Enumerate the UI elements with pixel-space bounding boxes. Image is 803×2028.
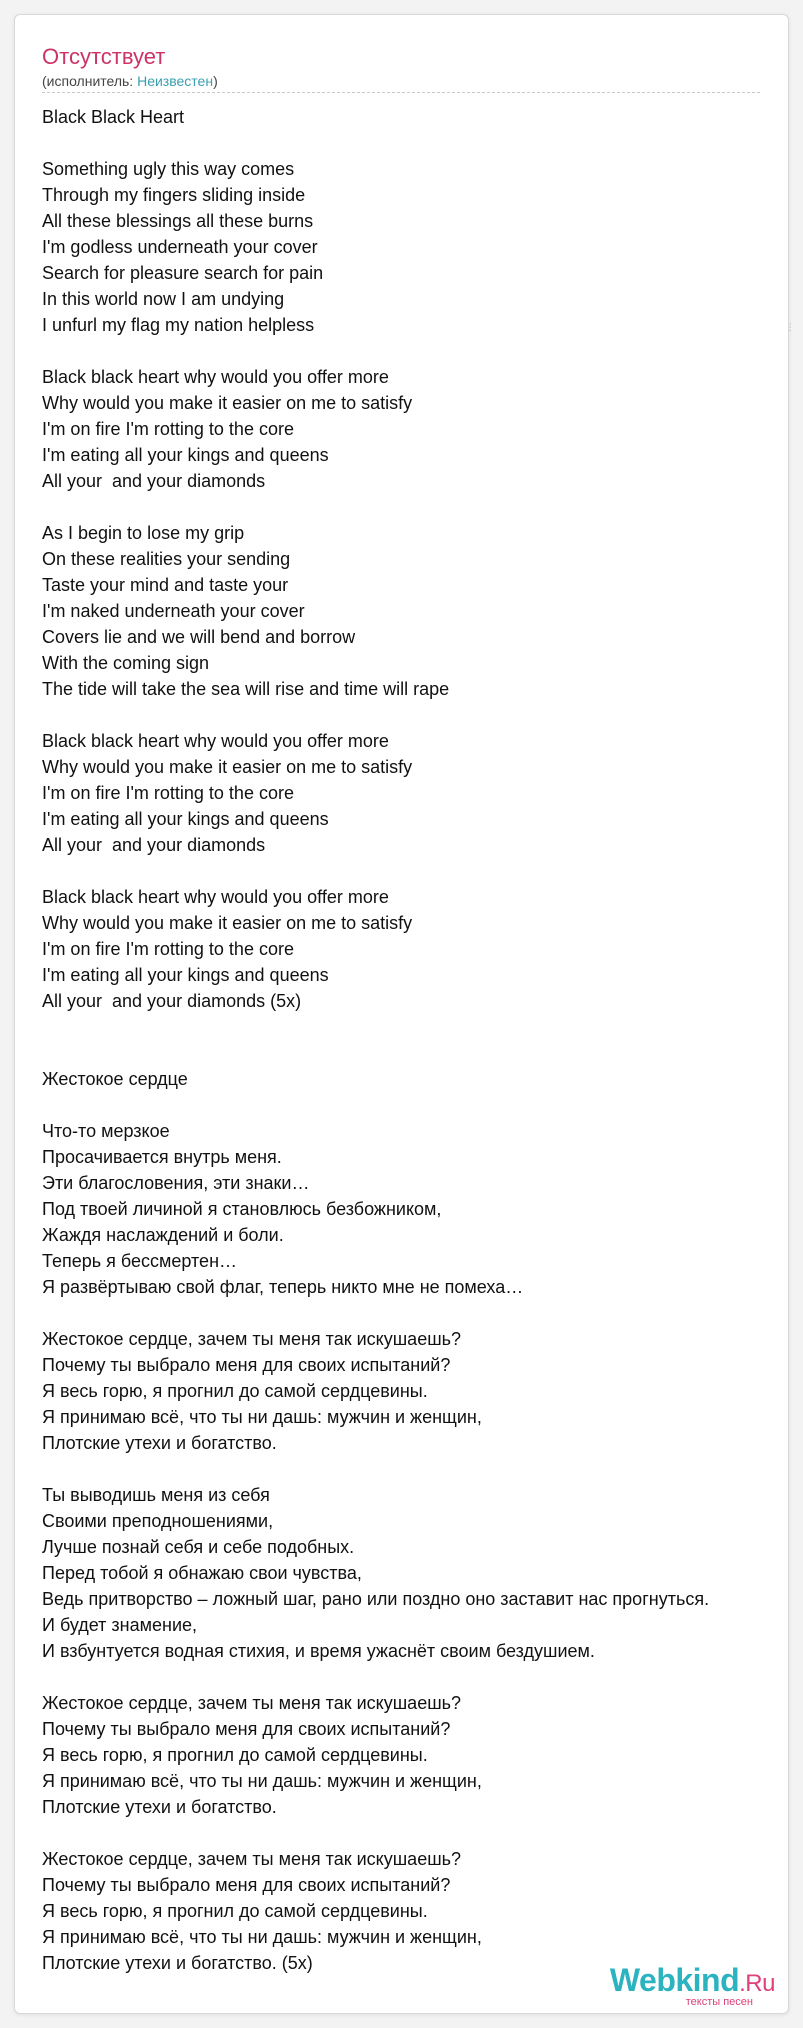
lyrics-line: Жестокое сердце, зачем ты меня так искушаешь?	[42, 1849, 462, 1869]
scroll-indicator-icon: ⁝	[788, 319, 793, 335]
lyrics-stanza	[42, 1066, 803, 1092]
lyrics-line: All your and your diamonds	[42, 471, 266, 491]
lyrics-line: I'm on fire I'm rotting to the core	[42, 419, 294, 439]
lyrics-line: All your and your diamonds (5x)	[42, 991, 302, 1011]
lyrics-stanza	[42, 884, 803, 1014]
artist-suffix: )	[213, 73, 218, 89]
lyrics-line: Жестокое сердце	[42, 1069, 188, 1089]
lyrics-line: Я весь горю, я прогнил до самой сердцевины.	[42, 1381, 428, 1401]
lyrics-line: Why would you make it easier on me to satisfy	[42, 393, 413, 413]
lyrics-stanza	[42, 1118, 803, 1300]
lyrics-line: Перед тобой я обнажаю свои чувства,	[42, 1563, 362, 1583]
artist-prefix: (исполнитель:	[42, 73, 138, 89]
lyrics-line: Why would you make it easier on me to satisfy	[42, 757, 413, 777]
lyrics-line: All these blessings all these burns	[42, 211, 314, 231]
lyrics-stanza	[42, 104, 803, 130]
lyrics-line: Плотские утехи и богатство.	[42, 1433, 277, 1453]
lyrics-line: Под твоей личиной я становлюсь безбожником,	[42, 1199, 442, 1219]
lyrics-line: As I begin to lose my grip	[42, 523, 245, 543]
artist-link[interactable]: Неизвестен	[137, 73, 214, 89]
lyrics-line: И будет знамение,	[42, 1615, 198, 1635]
lyrics-stanza	[42, 520, 803, 702]
lyrics-line: Taste your mind and taste your	[42, 575, 289, 595]
lyrics-stanza	[42, 1690, 803, 1820]
lyrics-line: Я принимаю всё, что ты ни дашь: мужчин и женщин,	[42, 1771, 482, 1791]
lyrics-line: Жестокое сердце, зачем ты меня так искушаешь?	[42, 1693, 462, 1713]
lyrics-line: Я весь горю, я прогнил до самой сердцевины.	[42, 1901, 428, 1921]
lyrics-line: Почему ты выбрало меня для своих испытаний?	[42, 1719, 451, 1739]
lyrics-stanza	[42, 1482, 803, 1664]
lyrics-stanza	[42, 156, 803, 338]
lyrics-stanza	[42, 1326, 803, 1456]
lyrics-line: With the coming sign	[42, 653, 210, 673]
lyrics-line: I'm eating all your kings and queens	[42, 809, 329, 829]
logo-tagline: тексты песен	[685, 1996, 753, 2008]
lyrics-line: Своими преподношениями,	[42, 1511, 274, 1531]
lyrics-line: I unfurl my flag my nation helpless	[42, 315, 315, 335]
lyrics-line: Жестокое сердце, зачем ты меня так искушаешь?	[42, 1329, 462, 1349]
song-title: Отсутствует	[42, 44, 166, 69]
lyrics-line: Почему ты выбрало меня для своих испытаний?	[42, 1875, 451, 1895]
lyrics-stanza	[42, 728, 803, 858]
lyrics-line: Я весь горю, я прогнил до самой сердцевины.	[42, 1745, 428, 1765]
lyrics-line: Black black heart why would you offer more	[42, 887, 389, 907]
lyrics-line: In this world now I am undying	[42, 289, 285, 309]
lyrics-line: Почему ты выбрало меня для своих испытаний?	[42, 1355, 451, 1375]
lyrics-line: Я принимаю всё, что ты ни дашь: мужчин и женщин,	[42, 1407, 482, 1427]
lyrics-line: И взбунтуется водная стихия, и время ужаснёт своим бездушием.	[42, 1641, 595, 1661]
lyrics-line: Плотские утехи и богатство. (5x)	[42, 1953, 313, 1973]
lyrics-line: Я развёртываю свой флаг, теперь никто мне не помеха…	[42, 1277, 524, 1297]
lyrics-line: Something ugly this way comes	[42, 159, 295, 179]
logo-brand-name: Webkind	[609, 1962, 740, 1998]
lyrics-line: Covers lie and we will bend and borrow	[42, 627, 356, 647]
lyrics-line: Я принимаю всё, что ты ни дашь: мужчин и женщин,	[42, 1927, 482, 1947]
lyrics-line: Ведь притворство – ложный шаг, рано или поздно оно заставит нас прогнуться.	[42, 1589, 710, 1609]
lyrics-line: Ты выводишь меня из себя	[42, 1485, 270, 1505]
lyrics-line: Плотские утехи и богатство.	[42, 1797, 277, 1817]
lyrics-line: Что-то мерзкое	[42, 1121, 170, 1141]
lyrics-line: Жаждя наслаждений и боли.	[42, 1225, 284, 1245]
lyrics-line: The tide will take the sea will rise and time will rape	[42, 679, 450, 699]
lyrics-line: Теперь я бессмертен…	[42, 1251, 238, 1271]
lyrics-line: Просачивается внутрь меня.	[42, 1147, 282, 1167]
lyrics-line: Black Black Heart	[42, 107, 185, 127]
lyrics-line: On these realities your sending	[42, 549, 291, 569]
site-logo[interactable]	[575, 1962, 775, 2006]
lyrics-stanza	[42, 1846, 803, 1976]
lyrics-line: Why would you make it easier on me to satisfy	[42, 913, 413, 933]
lyrics-line: Black black heart why would you offer more	[42, 731, 389, 751]
lyrics-line: Лучше познай себя и себе подобных.	[42, 1537, 355, 1557]
artist-line	[42, 72, 218, 90]
lyrics-line: Search for pleasure search for pain	[42, 263, 324, 283]
lyrics-line: I'm godless underneath your cover	[42, 237, 318, 257]
lyrics-line: I'm on fire I'm rotting to the core	[42, 939, 294, 959]
lyrics-stanza	[42, 364, 803, 494]
lyrics-line: Through my fingers sliding inside	[42, 185, 306, 205]
lyrics-line: Black black heart why would you offer more	[42, 367, 389, 387]
lyrics-line: I'm on fire I'm rotting to the core	[42, 783, 294, 803]
lyrics-line: I'm naked underneath your cover	[42, 601, 305, 621]
lyrics-line: All your and your diamonds	[42, 835, 266, 855]
lyrics-body	[42, 104, 803, 2002]
logo-brand-tld: .Ru	[739, 1970, 775, 1997]
header-divider	[42, 92, 760, 93]
lyrics-line: I'm eating all your kings and queens	[42, 965, 329, 985]
lyrics-line: Эти благословения, эти знаки…	[42, 1173, 310, 1193]
lyrics-line: I'm eating all your kings and queens	[42, 445, 329, 465]
